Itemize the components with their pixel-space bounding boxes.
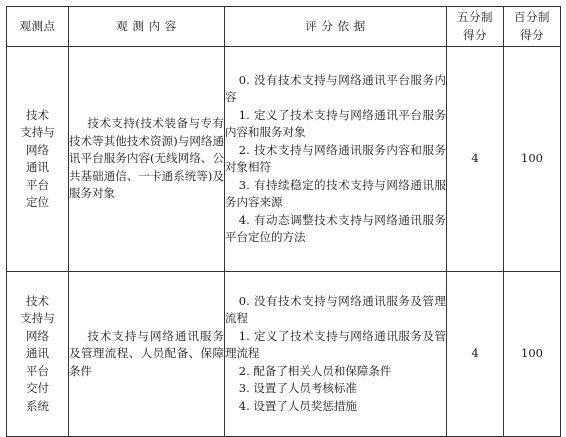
criteria-item: 4. 设置了人员奖惩措施 <box>238 398 357 413</box>
header-scoring-criteria: 评 分 依 据 <box>225 7 447 47</box>
five-point-score-cell: 4 <box>447 47 504 272</box>
header-hundred-point-score: 百分制 得分 <box>504 7 561 47</box>
criteria-item: 0. 没有技术支持与网络通讯服务及管理流程 <box>225 293 446 326</box>
header-observation-point: 观测点 <box>7 7 69 47</box>
observation-point-cell: 技术 支持与 网络 通讯 平台 定位 <box>7 47 69 272</box>
hundred-point-score-cell: 100 <box>504 47 561 272</box>
table-row <box>7 272 561 437</box>
criteria-item: 3. 设置了人员考核标准 <box>238 381 357 396</box>
observation-content-cell: 技术支持与网络通讯服务及管理流程、人员配备、保障条件 <box>69 272 225 437</box>
header-five-point-score: 五分制 得分 <box>447 7 504 47</box>
observation-content-cell: 技术支持(技术装备与专有技术等其他技术资源)与网络通讯平台服务内容(无线网络、公共基础通信、一卡通系统等)及服务对象 <box>69 47 225 272</box>
criteria-item: 2. 配备了相关人员和保障条件 <box>238 363 392 378</box>
criteria-item: 2. 技术支持与网络通讯服务内容和服务对象相符 <box>225 142 446 174</box>
criteria-item: 1. 定义了技术支持与网络通讯平台服务内容和服务对象 <box>225 107 446 139</box>
table-header-row <box>7 7 561 47</box>
five-point-score-cell: 4 <box>447 272 504 437</box>
criteria-item: 1. 定义了技术支持与网络通讯服务及管理流程 <box>225 328 446 361</box>
scoring-criteria-cell <box>225 47 447 272</box>
observation-point-cell: 技术 支持与 网络 通讯 平台 交付 系统 <box>7 272 69 437</box>
criteria-item: 0. 没有技术支持与网络通讯平台服务内容 <box>225 72 446 104</box>
criteria-item: 3. 有持续稳定的技术支持与网络通讯服务内容来源 <box>225 177 446 209</box>
criteria-item: 4. 有动态调整技术支持与网络通讯服务平台定位的方法 <box>225 212 446 244</box>
table-row <box>7 47 561 272</box>
scoring-criteria-cell <box>225 272 447 437</box>
header-observation-content: 观 测 内 容 <box>69 7 225 47</box>
hundred-point-score-cell: 100 <box>504 272 561 437</box>
scoring-table <box>6 6 561 437</box>
